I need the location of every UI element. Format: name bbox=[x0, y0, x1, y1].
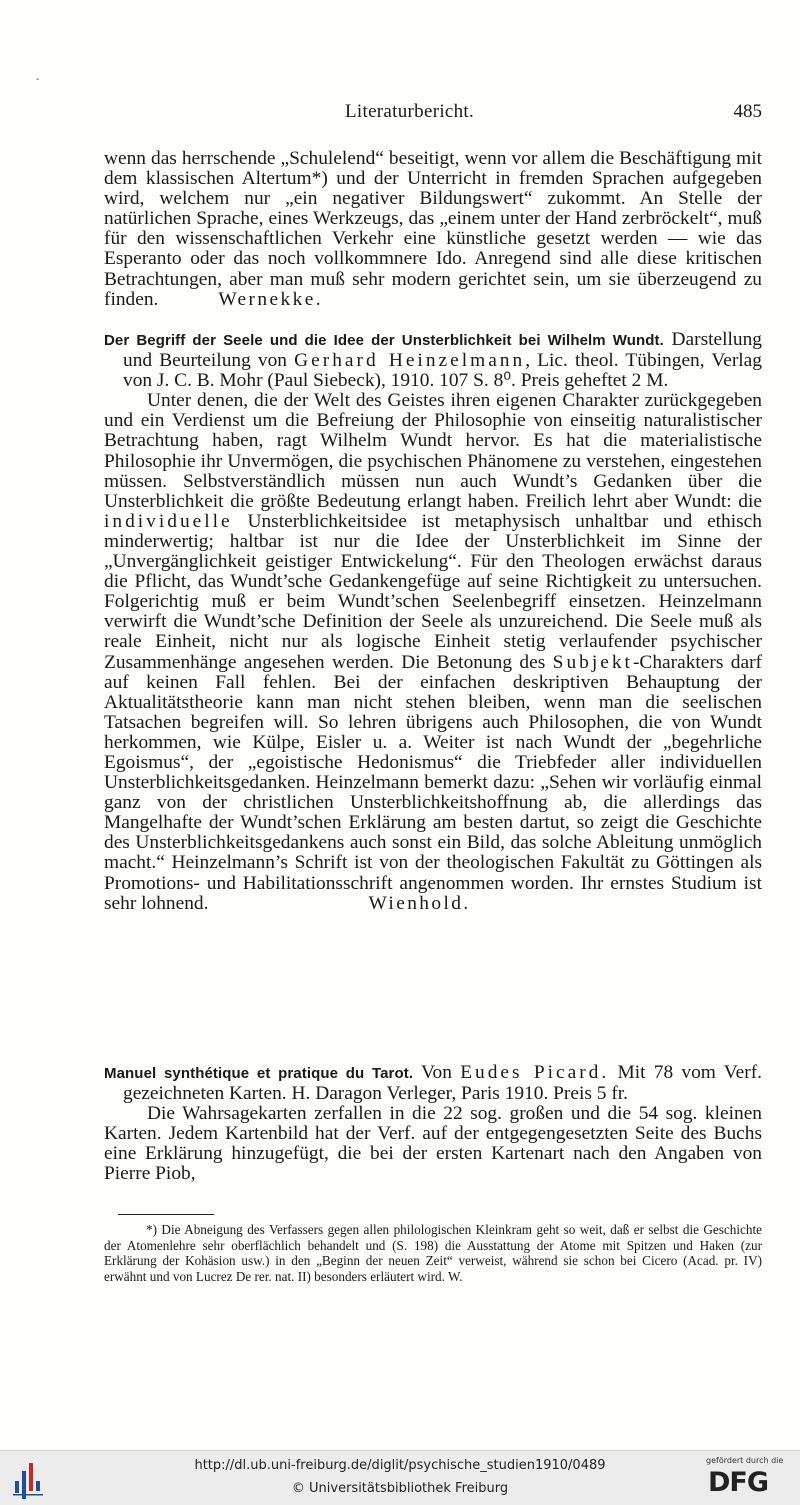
permalink-url[interactable]: http://dl.ub.uni-freiburg.de/diglit/psychische_studien1910/0489 bbox=[194, 1458, 606, 1473]
bibliographic-entry: Manuel synthétique et pratique du Tarot. Von Eudes Picard. Mit 78 vom Verf. gezeichneten Karten. H. Daragon Verleger, Paris 1910. Preis 5 fr. bbox=[104, 1062, 762, 1105]
reviewer-signature: Wienhold. bbox=[368, 892, 471, 914]
dfg-logo-text: DFG bbox=[708, 1467, 769, 1498]
footnote bbox=[104, 1222, 762, 1284]
funded-by-label: gefördert durch die bbox=[706, 1456, 784, 1465]
reviewer-signature: Wernekke. bbox=[218, 288, 323, 310]
emphasis: Subjekt bbox=[552, 651, 633, 673]
bibliographic-entry: Der Begriff der Seele und die Idee der Unsterblichkeit bei Wilhelm Wundt. Darstellung und Beurteilung von Gerhard Heinzelmann, Lic. theol. Tübingen, Verlag von J. C. B. Mohr (Paul Siebeck), 1910. 107 S. 8⁰. Preis geheftet 2 M. bbox=[104, 329, 762, 392]
review-heinzelmann bbox=[104, 330, 762, 914]
scan-mark: - bbox=[36, 74, 40, 85]
dfg-logo bbox=[704, 1455, 794, 1501]
review-continuation bbox=[104, 149, 762, 310]
copyright-notice: © Universitätsbibliothek Freiburg bbox=[291, 1481, 509, 1496]
viewer-footer bbox=[0, 1450, 800, 1505]
footnote-rule bbox=[118, 1214, 214, 1215]
book-author: Eudes Picard. bbox=[460, 1062, 610, 1083]
page-header bbox=[0, 101, 800, 129]
footnote-text: *) Die Abneigung des Verfassers gegen allen philologischen Kleinkram geht so weit, daß er selbst die Geschichte der Atomenlehre sehr oberflächlich behandelt und (S. 198) die Ausstattung der Atome mit Spitzen und Haken (zur Erklärung der Kohäsion usw.) in den „Beginn der neuen Zeit“ verweist, während sie schon bei Cicero (Acad. pr. IV) erwähnt und von Lucrez De rer. nat. II) besonders erläutert wird. W. bbox=[104, 1222, 762, 1284]
review-paragraph: Unter denen, die der Welt des Geistes ihren eigenen Charakter zurückgegeben und ein Verdienst um die Befreiung der Philosophie von einseitig naturalistischer Betrachtung haben, ragt Wilhelm Wundt hervor. Es hat die materialistische Philosophie ihr Unvermögen, die psychischen Phänomene zu verstehen, eingestehen müssen. Selbstverständlich müssen nun auch Wundt’s Gedanken über die Unsterblichkeit die größte Bedeutung erlangt haben. Freilich lehrt aber Wundt: die individuelle Unsterblichkeitsidee ist metaphysisch unhaltbar und ethisch minderwertig; haltbar ist nur die Idee der Unsterblichkeit im Sinne der „Unvergänglichkeit geistiger Entwickelung“. Für den Theologen erwächst daraus die Pflicht, das Wundt’sche Gedankengefüge auf seine Richtigkeit zu untersuchen. Folgerichtig muß er beim Wundt’schen Seelenbegriff einsetzen. Heinzelmann verwirft die Wundt’sche Definition der Seele als unzureichend. Die Seele muß als reale Einheit, nicht nur als logische Einheit stetig verlaufender psychischer Zusammenhänge angesehen werden. Die Betonung des Subjekt-Charakters darf auf keinen Fall fehlen. Bei der einfachen deskriptiven Behauptung der Aktualitätstheorie kann man nicht stehen bleiben, wenn man die seelischen Tatsachen begreifen will. So lehren übrigens auch Philosophen, die von Wundt herkommen, wie Külpe, Eisler u. a. Weiter ist nach Wundt der „begehrliche Egoismus“, der „egoistische Hedonismus“ die Triebfeder aller individuellen Unsterblichkeitsgedanken. Heinzelmann bemerkt dazu: „Sehen wir vorläufig einmal ganz von der christlichen Unsterblichkeitshoffnung ab, die allerdings das Mangelhafte der Wundt’schen Erklärung am besten dartut, so zeigt die Geschichte des Unsterblichkeitsgedankens auch sonst ein Bild, das solche Ableitung unmöglich macht.“ Heinzelmann’s Schrift ist von der theologischen Fakultät zu Göttingen als Promotions- und Habilitationsschrift angenommen worden. Ihr ernstes Studium ist sehr lohnend. Wienhold. bbox=[104, 390, 762, 914]
book-author: Gerhard Heinzelmann bbox=[294, 350, 526, 372]
review-paragraph: Die Wahrsagekarten zerfallen in die 22 sog. großen und die 54 sog. kleinen Karten. Jedem Kartenbild hat der Verf. auf der entgegengesetzten Seite des Buchs eine Erklärung hinzugefügt, die bei der ersten Kartenart nach den Angaben von Pierre Piob, bbox=[104, 1103, 762, 1185]
review-tarot bbox=[104, 1063, 762, 1185]
book-title: Der Begriff der Seele und die Idee der Unsterblichkeit bei Wilhelm Wundt. bbox=[104, 332, 664, 349]
review-paragraph: wenn das herrschende „Schulelend“ beseitigt, wenn vor allem die Beschäftigung mit dem klassischen Altertum*) und der Unterricht in fremden Sprachen aufgegeben wird, welchem nur „ein negativer Bildungswert“ zukommt. An Stelle der natürlichen Sprache, eines Werkzeugs, das „einem unter der Hand zerbröckelt“, muß für den wissenschaftlichen Verkehr eine künstliche gesetzt werden — wie das Esperanto oder das noch vollkommnere Ido. Anregend sind alle diese kritischen Betrachtungen, aber man muß sehr modern gerichtet sein, um sie überzeugend zu finden. Wernekke. bbox=[104, 148, 762, 310]
running-title: Literaturbericht. bbox=[345, 101, 475, 122]
page-number: 485 bbox=[733, 101, 762, 122]
emphasis: individuelle bbox=[104, 510, 233, 532]
book-title: Manuel synthétique et pratique du Tarot. bbox=[104, 1065, 414, 1082]
